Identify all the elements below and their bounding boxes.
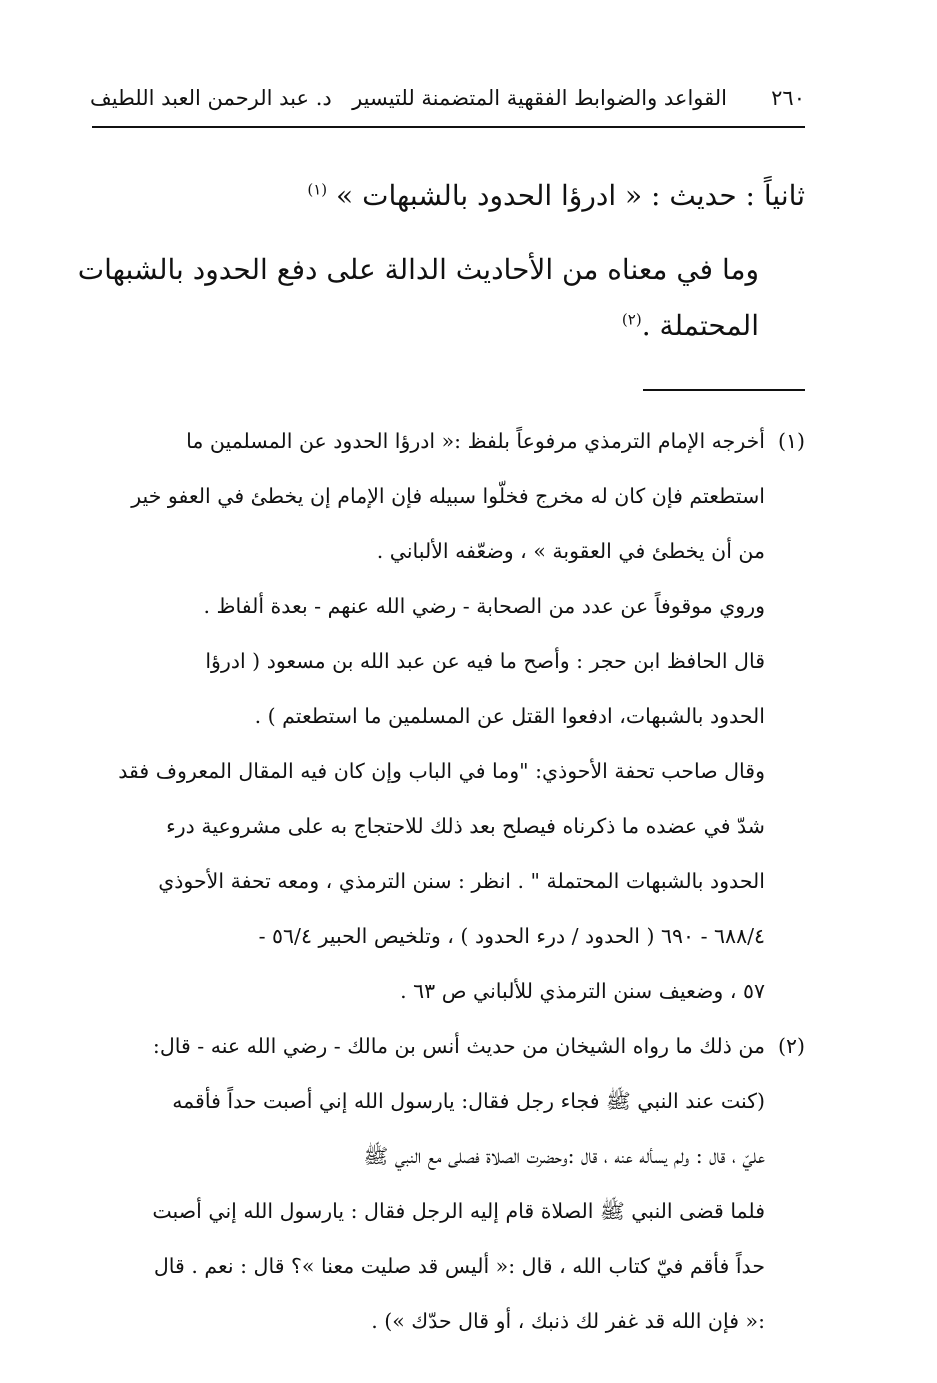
footnote-line: حداً فأقم فيّ كتاب الله ، قال :« أليس قد صليت معنا »؟ قال : نعم . قال <box>153 1254 765 1278</box>
body-line: وما في معناه من الأحاديث الدالة على دفع الحدود بالشبهات <box>77 253 759 286</box>
footnote-number: (١) <box>777 429 805 453</box>
footnote-line: وقال صاحب تحفة الأحوذي: "وما في الباب وإن كان فيه المقال المعروف فقد <box>118 759 765 783</box>
footnote-text: من ذلك ما رواه الشيخان من حديث أنس بن مالك - رضي الله عنه - قال: <box>152 1034 765 1058</box>
footnote-line: :« فإن الله قد غفر لك ذنبك ، أو قال حدّك ») . <box>371 1309 765 1333</box>
footnote-line: شدّ في عضده ما ذكرناه فيصلح بعد ذلك للاحتجاج به على مشروعية درء <box>166 814 765 838</box>
footnote-line <box>96 1019 805 1074</box>
footnote-line: الحدود بالشبهات المحتملة " . انظر : سنن الترمذي ، ومعه تحفة الأحوذي <box>158 869 765 893</box>
footnote-line: (كنت عند النبي ﷺ فجاء رجل فقال: يارسول الله إني أصبت حداً فأقمه <box>172 1089 765 1113</box>
footnote-line: قال الحافظ ابن حجر : وأصح ما فيه عن عبد الله بن مسعود ( ادرؤا <box>205 649 765 673</box>
body-line-text: المحتملة . <box>641 309 759 342</box>
footnote-line: وروي موقوفاً عن عدد من الصحابة - رضي الله عنهم - بعدة ألفاظ . <box>203 594 765 618</box>
footnote-number: (٢) <box>777 1034 805 1058</box>
footnote-separator <box>643 389 805 391</box>
body-line-end <box>622 300 759 352</box>
footnote-line <box>96 414 805 469</box>
footnote-text: أخرجه الإمام الترمذي مرفوعاً بلفظ :« ادرؤا الحدود عن المسلمين ما <box>186 429 765 453</box>
header-divider <box>92 126 805 128</box>
footnote-ref-2: (٢) <box>621 310 642 329</box>
footnote-line: استطعتم فإن كان له مخرج فخلّوا سبيله فإن الإمام إن يخطئ في العفو خير <box>131 484 765 508</box>
footnote-line: فلما قضى النبي ﷺ الصلاة قام إليه الرجل فقال : يارسول الله إني أصبت <box>152 1199 765 1223</box>
page-number: ٢٦٠ <box>771 86 805 110</box>
section-heading-text: ثانياً : حديث : « ادرؤا الحدود بالشبهات » <box>336 179 805 212</box>
footnote-line: عليّ ، قال : ولم يسأله عنه ، قال :وحضرت الصلاة فصلى مع النبي ﷺ <box>363 1144 765 1168</box>
footnotes <box>96 414 805 1349</box>
section-heading <box>307 170 805 222</box>
book-title: القواعد والضوابط الفقهية المتضمنة للتيسير <box>352 86 727 110</box>
running-header <box>90 78 805 118</box>
footnote-line: من أن يخطئ في العقوبة » ، وضعّفه الألباني . <box>376 539 765 563</box>
footnote-line: الحدود بالشبهات، ادفعوا القتل عن المسلمين ما استطعتم ) . <box>254 704 765 728</box>
author-name: د. عبد الرحمن العبد اللطيف <box>90 86 332 110</box>
footnote-ref-1: (١) <box>307 180 328 199</box>
footnote-line: ٥٧ ، وضعيف سنن الترمذي للألباني ص ٦٣ . <box>400 979 765 1003</box>
footnote-line: ٦٨٨/٤ - ٦٩٠ ( الحدود / درء الحدود ) ، وتلخيص الحبير ٥٦/٤ - <box>258 924 765 948</box>
